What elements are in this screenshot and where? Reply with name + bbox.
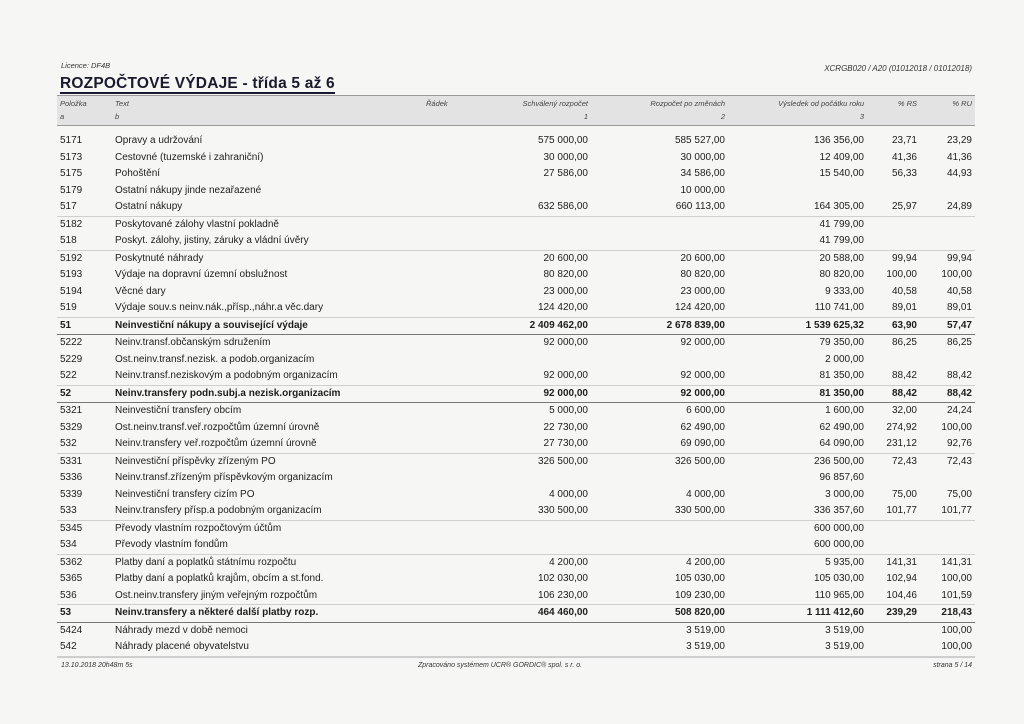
- row-pct-rs: 231,12: [886, 438, 917, 449]
- row-text: Ost.neinv.transf.veř.rozpočtům územní úrovně: [115, 421, 320, 433]
- table-row: [57, 403, 975, 420]
- row-pct-ru: 24,24: [946, 405, 972, 416]
- row-vysledek: 2 000,00: [825, 353, 864, 365]
- row-po-zmenach: 3 519,00: [686, 624, 725, 636]
- row-text: Ost.neinv.transf.nezisk. a podob.organizacím: [115, 353, 315, 365]
- table-row: [57, 150, 975, 167]
- row-code: 532: [60, 438, 77, 449]
- row-vysledek: 81 350,00: [819, 387, 864, 399]
- row-po-zmenach: 3 519,00: [686, 641, 725, 652]
- row-po-zmenach: 92 000,00: [680, 387, 725, 399]
- row-text: Platby daní a poplatků krajům, obcím a st.fond.: [115, 573, 324, 584]
- row-po-zmenach: 69 090,00: [680, 438, 725, 449]
- row-vysledek: 336 357,60: [813, 505, 864, 516]
- row-vysledek: 1 111 412,60: [806, 607, 864, 618]
- table-row: [57, 470, 975, 487]
- row-code: 5171: [60, 135, 83, 146]
- row-pct-ru: 100,00: [941, 624, 972, 636]
- row-code: 5222: [60, 337, 83, 348]
- footer-divider: [57, 657, 975, 658]
- table-row: [57, 420, 975, 437]
- row-text: Poskytnuté náhrady: [115, 252, 204, 264]
- row-pct-ru: 86,25: [946, 337, 972, 348]
- row-vysledek: 236 500,00: [813, 455, 864, 467]
- row-pct-ru: 100,00: [941, 421, 972, 433]
- row-schvaleny: 4 200,00: [549, 556, 588, 568]
- row-code: 5362: [60, 556, 83, 568]
- row-vysledek: 64 090,00: [819, 438, 864, 449]
- row-vysledek: 1 539 625,32: [805, 319, 864, 331]
- row-text: Platby daní a poplatků státnímu rozpočtu: [115, 556, 297, 568]
- row-vysledek: 3 519,00: [825, 641, 864, 652]
- row-vysledek: 110 965,00: [814, 589, 864, 601]
- row-pct-rs: 101,77: [886, 505, 917, 516]
- row-text: Převody vlastním fondům: [115, 539, 228, 550]
- row-vysledek: 12 409,00: [819, 151, 864, 163]
- row-po-zmenach: 92 000,00: [680, 337, 725, 348]
- row-pct-rs: 86,25: [891, 337, 917, 348]
- row-pct-ru: 100,00: [941, 573, 972, 584]
- row-pct-rs: 88,42: [891, 370, 917, 381]
- row-text: Výdaje na dopravní územní obslužnost: [115, 269, 288, 280]
- row-schvaleny: 102 030,00: [537, 573, 588, 584]
- row-pct-ru: 24,89: [946, 201, 972, 212]
- row-code: 5321: [60, 405, 83, 416]
- row-pct-ru: 88,42: [946, 370, 972, 381]
- row-po-zmenach: 105 030,00: [674, 573, 725, 584]
- table-row: [57, 454, 975, 471]
- row-schvaleny: 106 230,00: [537, 589, 588, 601]
- row-schvaleny: 330 500,00: [537, 505, 588, 516]
- row-vysledek: 136 356,00: [813, 135, 864, 146]
- row-pct-rs: 88,42: [891, 387, 917, 399]
- table-row: [57, 555, 975, 572]
- row-schvaleny: 80 820,00: [543, 269, 588, 280]
- row-schvaleny: 575 000,00: [537, 135, 588, 146]
- row-text: Náhrady mezd v době nemoci: [115, 624, 248, 636]
- row-pct-rs: 239,29: [886, 607, 917, 618]
- table-row: [57, 571, 975, 588]
- row-schvaleny: 464 460,00: [537, 607, 588, 618]
- row-text: Neinv.transf.občanským sdružením: [115, 337, 271, 348]
- row-po-zmenach: 4 000,00: [686, 488, 725, 500]
- table-row: [57, 284, 975, 301]
- row-pct-rs: 32,00: [891, 405, 917, 416]
- row-vysledek: 600 000,00: [813, 522, 864, 534]
- table-row: [57, 335, 975, 352]
- row-po-zmenach: 585 527,00: [674, 135, 725, 146]
- row-code: 5229: [60, 353, 83, 365]
- row-pct-rs: 99,94: [891, 252, 917, 264]
- footer-system: Zpracováno systémem UCR® GORDIC® spol. s r. o.: [418, 662, 583, 669]
- row-pct-rs: 25,97: [891, 201, 917, 212]
- row-schvaleny: 2 409 462,00: [529, 319, 588, 331]
- row-po-zmenach: 10 000,00: [680, 184, 725, 196]
- row-schvaleny: 27 730,00: [543, 438, 588, 449]
- row-pct-ru: 218,43: [941, 607, 972, 618]
- row-schvaleny: 20 600,00: [543, 252, 588, 264]
- header-pct-rs: % RS: [897, 99, 917, 108]
- row-text: Opravy a udržování: [115, 135, 203, 146]
- row-po-zmenach: 23 000,00: [680, 285, 725, 297]
- row-pct-ru: 57,47: [946, 319, 972, 331]
- header-col-b: b: [115, 112, 120, 121]
- row-code: 53: [60, 607, 72, 618]
- row-po-zmenach: 326 500,00: [674, 455, 725, 467]
- row-vysledek: 110 741,00: [814, 302, 864, 313]
- table-body: [57, 133, 975, 657]
- row-vysledek: 3 519,00: [825, 624, 864, 636]
- row-text: Neinv.transfery přísp.a podobným organizacím: [115, 505, 322, 516]
- row-code: 5424: [60, 624, 83, 636]
- header-col-a: a: [60, 112, 65, 121]
- table-row: [57, 300, 975, 318]
- row-pct-rs: 72,43: [891, 455, 917, 467]
- table-row: [57, 487, 975, 504]
- row-code: 519: [60, 302, 77, 313]
- row-pct-ru: 23,29: [946, 135, 972, 146]
- row-vysledek: 3 000,00: [825, 488, 864, 500]
- row-code: 534: [60, 539, 77, 550]
- row-pct-rs: 56,33: [891, 168, 917, 179]
- header-text: Text: [115, 99, 129, 108]
- row-vysledek: 164 305,00: [813, 201, 864, 212]
- row-pct-rs: 100,00: [886, 269, 917, 280]
- header-col-3: 3: [859, 112, 864, 121]
- row-text: Výdaje souv.s neinv.nák.,přísp.,náhr.a věc.dary: [115, 302, 324, 313]
- table-row: [57, 183, 975, 200]
- row-po-zmenach: 34 586,00: [680, 168, 725, 179]
- row-pct-ru: 141,31: [941, 556, 972, 568]
- table-row: [57, 217, 975, 234]
- row-text: Ost.neinv.transfery jiným veřejným rozpočtům: [115, 589, 318, 601]
- row-schvaleny: 5 000,00: [549, 405, 588, 416]
- row-pct-ru: 89,01: [946, 302, 972, 313]
- row-text: Ostatní nákupy: [115, 201, 183, 212]
- row-po-zmenach: 508 820,00: [674, 607, 725, 618]
- row-code: 5331: [60, 455, 83, 467]
- row-schvaleny: 326 500,00: [537, 455, 588, 467]
- row-pct-ru: 92,76: [946, 438, 972, 449]
- row-pct-ru: 40,58: [946, 285, 972, 297]
- table-row: [57, 588, 975, 606]
- row-po-zmenach: 660 113,00: [675, 201, 725, 212]
- row-pct-ru: 99,94: [946, 252, 972, 264]
- row-code: 542: [60, 641, 77, 652]
- row-schvaleny: 632 586,00: [537, 201, 588, 212]
- row-code: 5329: [60, 421, 83, 433]
- row-text: Věcné dary: [115, 285, 166, 297]
- table-row: [57, 166, 975, 183]
- row-vysledek: 15 540,00: [819, 168, 864, 179]
- row-vysledek: 79 350,00: [819, 337, 864, 348]
- table-row: [57, 436, 975, 454]
- header-vysledek: Výsledek od počátku roku: [778, 99, 864, 108]
- header-polozka: Položka: [60, 99, 87, 108]
- table-row: [57, 503, 975, 521]
- row-vysledek: 5 935,00: [825, 556, 864, 568]
- row-code: 5182: [60, 218, 83, 230]
- row-text: Ostatní nákupy jinde nezařazené: [115, 184, 262, 196]
- row-vysledek: 81 350,00: [819, 370, 864, 381]
- row-code: 5365: [60, 573, 83, 584]
- row-text: Pohoštění: [115, 168, 161, 179]
- header-radek: Řádek: [426, 99, 448, 108]
- table-row: [57, 521, 975, 538]
- row-pct-rs: 63,90: [891, 319, 917, 331]
- row-text: Cestovné (tuzemské i zahraniční): [115, 151, 264, 163]
- table-row: [57, 318, 975, 336]
- row-pct-ru: 41,36: [946, 151, 972, 163]
- table-row: [57, 368, 975, 386]
- table-row: [57, 623, 975, 640]
- header-po-zmenach: Rozpočet po změnách: [650, 99, 725, 108]
- document-code: XCRGB020 / A20 (01012018 / 01012018): [824, 64, 972, 73]
- row-code: 52: [60, 387, 72, 399]
- row-schvaleny: 124 420,00: [537, 302, 588, 313]
- row-code: 518: [60, 235, 77, 246]
- row-code: 51: [60, 319, 72, 331]
- row-po-zmenach: 20 600,00: [680, 252, 725, 264]
- header-pct-ru: % RU: [952, 99, 972, 108]
- row-code: 5345: [60, 522, 83, 534]
- row-code: 536: [60, 589, 77, 601]
- row-vysledek: 62 490,00: [819, 421, 864, 433]
- row-text: Poskyt. zálohy, jistiny, záruky a vládní úvěry: [115, 235, 309, 246]
- row-pct-rs: 104,46: [886, 589, 917, 601]
- row-schvaleny: 27 586,00: [543, 168, 588, 179]
- row-schvaleny: 30 000,00: [543, 151, 588, 163]
- row-pct-ru: 101,77: [941, 505, 972, 516]
- footer-date: 13.10.2018 20h48m 5s: [61, 662, 133, 669]
- table-row: [57, 133, 975, 150]
- table-row: [57, 537, 975, 555]
- row-text: Neinvestiční nákupy a související výdaje: [115, 319, 308, 331]
- row-code: 5173: [60, 151, 83, 163]
- row-schvaleny: 92 000,00: [543, 337, 588, 348]
- row-vysledek: 41 799,00: [819, 235, 864, 246]
- header-col-1: 1: [583, 112, 588, 121]
- table-row: [57, 233, 975, 251]
- row-text: Neinv.transfery a některé další platby rozp.: [115, 607, 319, 618]
- row-vysledek: 1 600,00: [825, 405, 864, 416]
- row-code: 5193: [60, 269, 83, 280]
- row-schvaleny: 23 000,00: [543, 285, 588, 297]
- row-po-zmenach: 2 678 839,00: [666, 319, 725, 331]
- row-code: 5336: [60, 472, 83, 483]
- table-row: [57, 639, 975, 657]
- row-pct-rs: 102,94: [886, 573, 917, 584]
- row-code: 5192: [60, 252, 83, 264]
- row-pct-ru: 75,00: [946, 488, 972, 500]
- table-row: [57, 267, 975, 284]
- row-schvaleny: 4 000,00: [549, 488, 588, 500]
- row-po-zmenach: 124 420,00: [674, 302, 725, 313]
- row-vysledek: 80 820,00: [819, 269, 864, 280]
- table-row: [57, 386, 975, 404]
- row-po-zmenach: 4 200,00: [686, 556, 725, 568]
- row-pct-ru: 101,59: [941, 589, 972, 601]
- row-text: Neinvestiční transfery cizím PO: [115, 488, 255, 500]
- row-text: Neinv.transfery veř.rozpočtům územní úrovně: [115, 438, 317, 449]
- row-code: 522: [60, 370, 77, 381]
- header-schvaleny: Schválený rozpočet: [522, 99, 588, 108]
- row-text: Náhrady placené obyvatelstvu: [115, 641, 249, 652]
- row-po-zmenach: 62 490,00: [680, 421, 725, 433]
- row-vysledek: 105 030,00: [813, 573, 864, 584]
- row-pct-ru: 72,43: [946, 455, 972, 467]
- licence-label: Licence: DF4B: [61, 61, 111, 70]
- table-row: [57, 605, 975, 623]
- row-pct-ru: 100,00: [941, 641, 972, 652]
- row-code: 5179: [60, 184, 83, 196]
- row-schvaleny: 92 000,00: [543, 370, 588, 381]
- row-vysledek: 96 857,60: [819, 472, 864, 483]
- row-schvaleny: 22 730,00: [543, 421, 588, 433]
- row-pct-rs: 89,01: [891, 302, 917, 313]
- row-vysledek: 600 000,00: [813, 539, 864, 550]
- row-code: 533: [60, 505, 77, 516]
- row-pct-rs: 141,31: [886, 556, 917, 568]
- row-po-zmenach: 109 230,00: [674, 589, 725, 601]
- row-text: Neinvestiční příspěvky zřízeným PO: [115, 455, 276, 467]
- row-code: 517: [60, 201, 77, 212]
- row-pct-rs: 41,36: [891, 151, 917, 163]
- row-pct-ru: 100,00: [941, 269, 972, 280]
- row-vysledek: 41 799,00: [819, 218, 864, 230]
- row-pct-rs: 274,92: [886, 421, 917, 433]
- row-pct-ru: 88,42: [946, 387, 972, 399]
- header-col-2: 2: [720, 112, 725, 121]
- report-title: ROZPOČTOVÉ VÝDAJE - třída 5 až 6: [60, 75, 335, 92]
- footer-page-number: strana 5 / 14: [933, 662, 972, 669]
- row-vysledek: 20 588,00: [819, 252, 864, 264]
- row-schvaleny: 92 000,00: [543, 387, 588, 399]
- row-text: Neinv.transf.zřízeným příspěvkovým organizacím: [115, 472, 333, 483]
- table-header: [57, 95, 975, 126]
- table-row: [57, 352, 975, 369]
- row-pct-rs: 23,71: [891, 135, 917, 146]
- table-row: [57, 199, 975, 217]
- row-pct-ru: 44,93: [946, 168, 972, 179]
- row-vysledek: 9 333,00: [825, 285, 864, 297]
- row-po-zmenach: 92 000,00: [680, 370, 725, 381]
- row-text: Neinv.transf.neziskovým a podobným organizacím: [115, 370, 338, 381]
- row-code: 5175: [60, 168, 83, 179]
- row-text: Poskytované zálohy vlastní pokladně: [115, 218, 279, 230]
- row-text: Převody vlastním rozpočtovým účtům: [115, 522, 282, 534]
- row-po-zmenach: 80 820,00: [680, 269, 725, 280]
- row-pct-rs: 75,00: [891, 488, 917, 500]
- row-po-zmenach: 6 600,00: [686, 405, 725, 416]
- row-code: 5339: [60, 488, 83, 500]
- row-po-zmenach: 330 500,00: [674, 505, 725, 516]
- table-row: [57, 251, 975, 268]
- row-po-zmenach: 30 000,00: [680, 151, 725, 163]
- row-code: 5194: [60, 285, 83, 297]
- row-text: Neinv.transfery podn.subj.a nezisk.organizacím: [115, 387, 341, 399]
- row-text: Neinvestiční transfery obcím: [115, 405, 242, 416]
- row-pct-rs: 40,58: [891, 285, 917, 297]
